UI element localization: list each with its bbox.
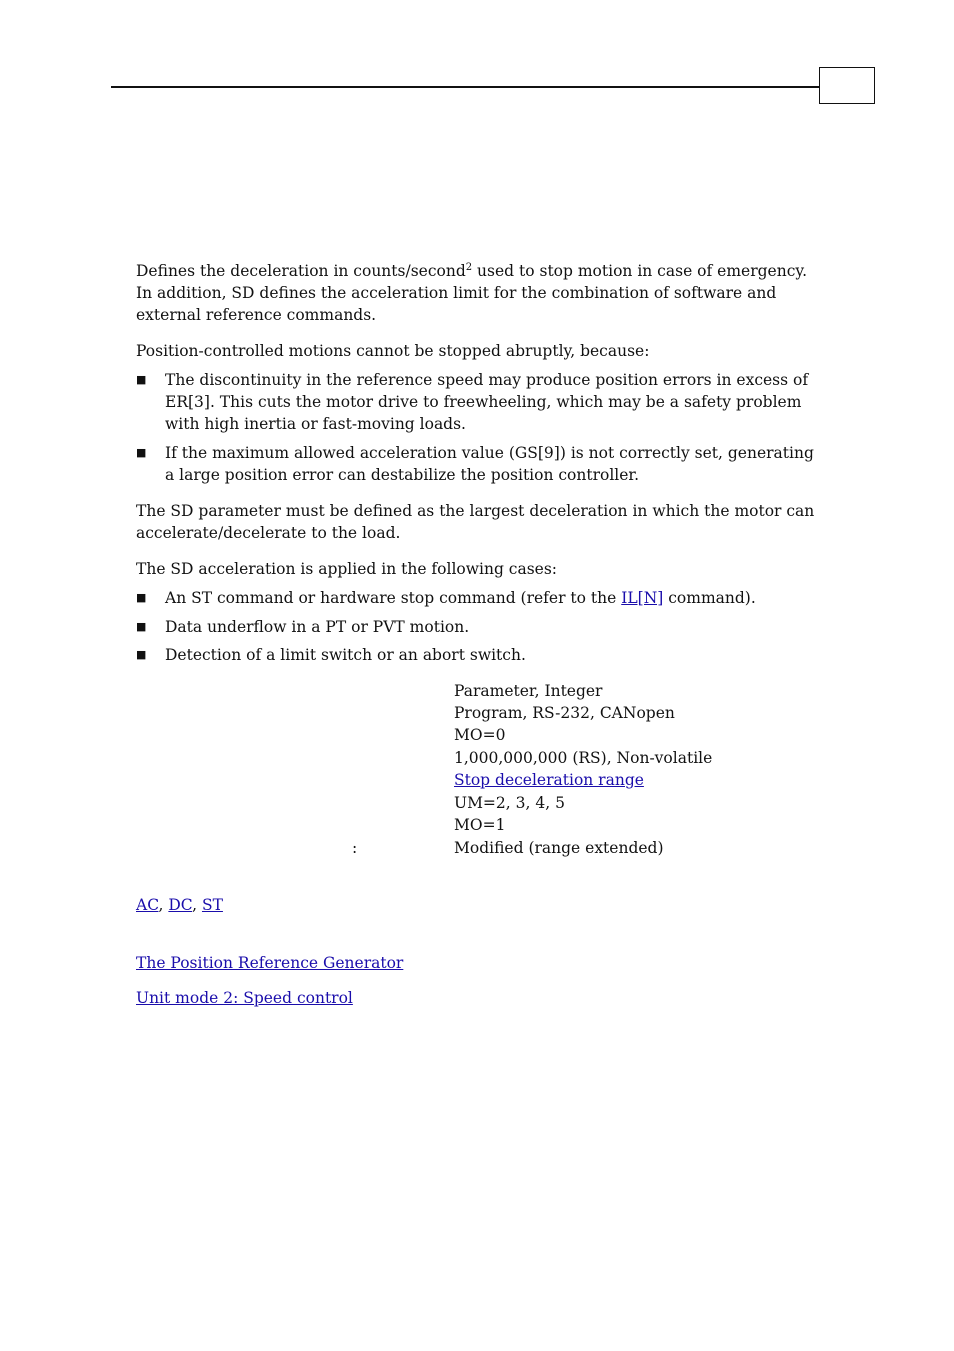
stop-deceleration-range-link[interactable]: Stop deceleration range xyxy=(454,771,644,789)
list-item xyxy=(136,616,826,638)
list-item-text: Detection of a limit switch or an abort switch. xyxy=(165,646,526,664)
attribute-unit-modes: UM=2, 3, 4, 5 xyxy=(454,794,565,812)
ac-link[interactable]: AC xyxy=(136,896,159,914)
list-item-text: If the maximum allowed acceleration value (GS[9]) is not correctly set, generating a large position error can destabilize the position controller. xyxy=(165,444,814,484)
description-text-line2: In addition, SD defines the acceleration limit for the combination of software and external reference commands. xyxy=(136,284,777,324)
description-paragraph-2: Position-controlled motions cannot be stopped abruptly, because: xyxy=(136,342,650,360)
unit-mode-2-link[interactable]: Unit mode 2: Speed control xyxy=(136,989,353,1007)
list-item xyxy=(136,644,826,666)
separator: , xyxy=(192,896,202,914)
superscript: 2 xyxy=(465,261,473,273)
attribute-activation: MO=1 xyxy=(454,816,506,834)
header-rule xyxy=(111,86,819,88)
list-item xyxy=(136,369,826,435)
related-section-1 xyxy=(136,952,836,974)
il-n-link[interactable]: IL[N] xyxy=(621,589,664,607)
page-number-box xyxy=(819,67,875,104)
related-section-2 xyxy=(136,987,836,1009)
attribute-default: 1,000,000,000 (RS), Non-volatile xyxy=(454,749,713,767)
list-item xyxy=(136,442,826,486)
bullet-icon: ■ xyxy=(136,620,147,633)
list-text: command). xyxy=(663,589,756,607)
list-item-text: Data underflow in a PT or PVT motion. xyxy=(165,618,470,636)
attribute-restrictions: MO=0 xyxy=(454,726,506,744)
bullet-icon: ■ xyxy=(136,591,147,604)
dc-link[interactable]: DC xyxy=(168,896,193,914)
bullet-icon: ■ xyxy=(136,373,147,386)
attribute-colon: : xyxy=(352,839,358,857)
st-link[interactable]: ST xyxy=(201,896,223,914)
attribute-compatibility: Modified (range extended) xyxy=(454,839,664,857)
bullet-icon: ■ xyxy=(136,648,147,661)
position-reference-generator-link[interactable]: The Position Reference Generator xyxy=(136,954,404,972)
description-paragraph-1 xyxy=(136,260,836,326)
attribute-source: Program, RS-232, CANopen xyxy=(454,704,675,722)
attribute-range xyxy=(454,769,644,791)
bullet-icon: ■ xyxy=(136,446,147,459)
description-paragraph-3: The SD parameter must be defined as the largest deceleration in which the motor can accelerate/decelerate to the load. xyxy=(136,502,815,542)
description-text: Defines the deceleration in counts/second xyxy=(136,262,466,280)
list-item-text xyxy=(165,587,826,609)
list-text: An ST command or hardware stop command (refer to the xyxy=(165,589,622,607)
separator: , xyxy=(158,896,169,914)
description-text-cont: used to stop motion in case of emergency. xyxy=(472,262,807,280)
related-commands xyxy=(136,894,836,916)
list-item xyxy=(136,587,826,609)
description-paragraph-4: The SD acceleration is applied in the following cases: xyxy=(136,560,558,578)
list-item-text: The discontinuity in the reference speed may produce position errors in excess of ER[3]. This cuts the motor drive to freewheeling, which may be a safety problem with high inertia or fast-moving loads. xyxy=(165,371,809,433)
attribute-type: Parameter, Integer xyxy=(454,682,603,700)
